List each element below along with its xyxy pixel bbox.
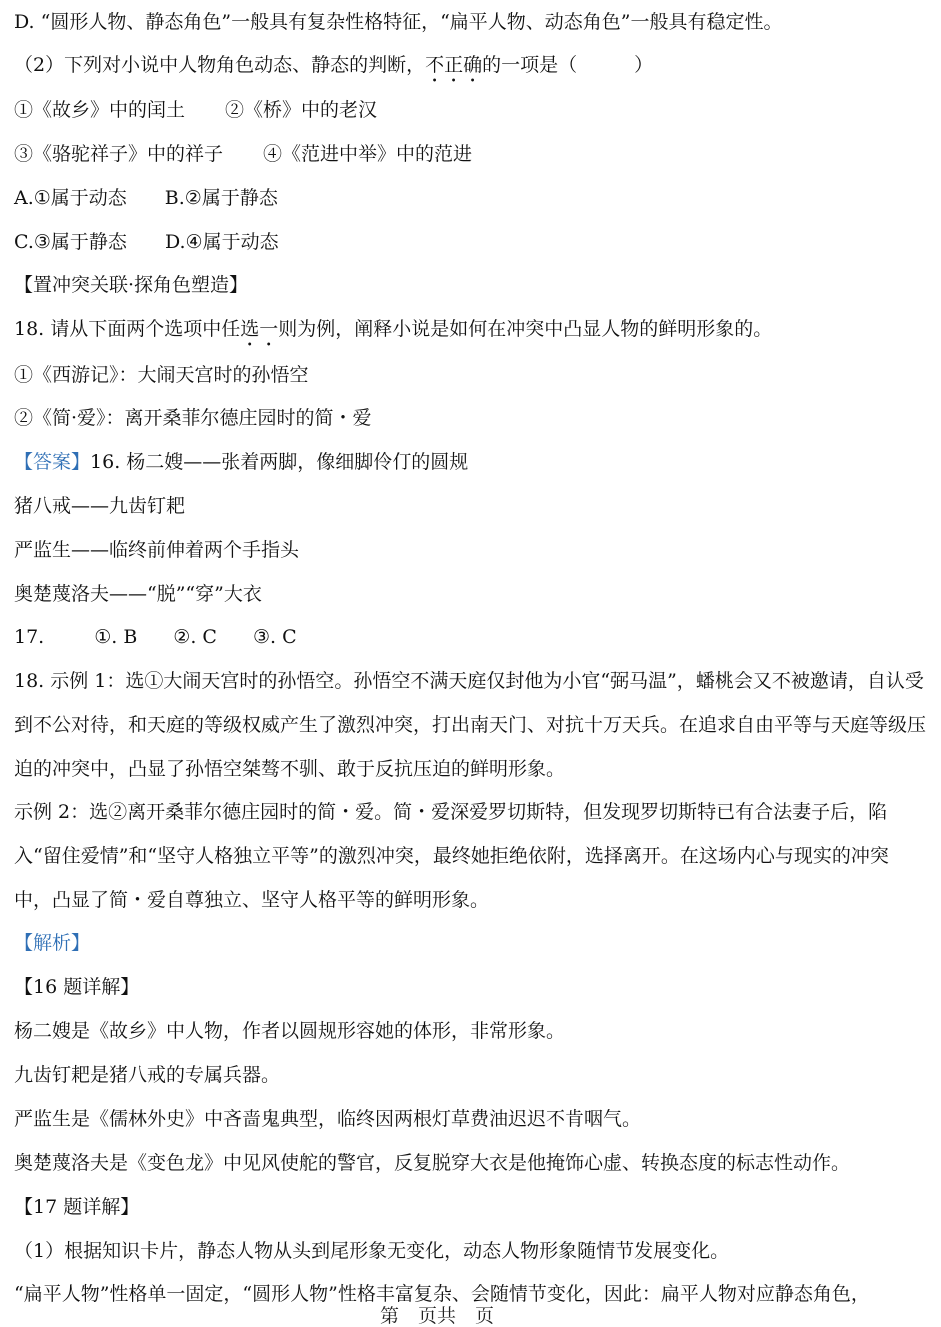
question-17-2-emphasis: 不正确 (425, 54, 483, 76)
question-18-prefix: 18. 请从下面两个选项中任 (14, 318, 241, 340)
answer-17-part-3: ③. C (252, 626, 297, 648)
analysis-tag: 【解析】 (14, 932, 91, 954)
detail-17-line-2: “扁平人物”性格单一固定，“圆形人物”性格丰富复杂、会随情节变化，因此：扁平人物对应静态角色， (14, 1283, 870, 1305)
detail-16-line-1: 杨二嫂是《故乡》中人物，作者以圆规形容她的体形，非常形象。 (14, 1020, 566, 1042)
answer-16-text-1: 16. 杨二嫂——张着两脚，像细脚伶仃的圆规 (90, 451, 469, 473)
detail-17-heading: 【17 题详解】 (14, 1196, 140, 1218)
option-c: C.③属于静态 (14, 231, 127, 253)
item-1: ①《故乡》中的闰土 (14, 99, 186, 121)
detail-16-line-3: 严监生是《儒林外史》中吝啬鬼典型，临终因两根灯草费油迟迟不肯咽气。 (14, 1108, 642, 1130)
question-18-suffix: 则为例，阐释小说是如何在冲突中凸显人物的鲜明形象的。 (278, 318, 773, 340)
option-a: A.①属于动态 (14, 187, 127, 209)
question-18-option-1: ①《西游记》：大闹天宫时的孙悟空 (14, 364, 309, 386)
page-footer: 第 页共 页 (380, 1305, 495, 1327)
question-17-2-prefix: （2）下列对小说中人物角色动态、静态的判断， (14, 54, 426, 76)
items-row-2 (14, 143, 928, 165)
option-b: B.②属于静态 (164, 187, 278, 209)
answer-17 (14, 626, 928, 648)
question-18-emphasis: 选一 (240, 318, 279, 340)
item-4: ④《范进中举》中的范进 (263, 143, 473, 165)
question-17-2-suffix: 的一项是（ ） (482, 54, 654, 76)
answer-16-line-1 (14, 451, 928, 473)
answer-17-part-1: ①. B (94, 626, 138, 648)
options-row-1 (14, 187, 928, 209)
items-row-1 (14, 99, 928, 121)
item-3: ③《骆驼祥子》中的祥子 (14, 143, 224, 165)
answer-16-line-3: 严监生——临终前伸着两个手指头 (14, 539, 300, 561)
question-17-2 (14, 54, 928, 87)
question-18-option-2: ②《简·爱》：离开桑菲尔德庄园时的简・爱 (14, 407, 372, 429)
answer-17-number: 17. (14, 626, 45, 648)
option-d: D.④属于动态 (164, 231, 279, 253)
answer-17-part-2: ②. C (173, 626, 217, 648)
item-2: ②《桥》中的老汉 (225, 99, 378, 121)
options-row-2 (14, 231, 928, 253)
detail-17-line-1: （1）根据知识卡片，静态人物从头到尾形象无变化，动态人物形象随情节发展变化。 (14, 1240, 730, 1262)
detail-16-line-2: 九齿钉耙是猪八戒的专属兵器。 (14, 1064, 281, 1086)
detail-16-line-4: 奥楚蔑洛夫是《变色龙》中见风使舵的警官，反复脱穿大衣是他掩饰心虚、转换态度的标志性动作。 (14, 1152, 851, 1174)
answer-16-line-2: 猪八戒——九齿钉耙 (14, 495, 186, 517)
answer-18-example-1: 18. 示例 1：选①大闹天宫时的孙悟空。孙悟空不满天庭仅封他为小官“弼马温”，蟠桃会又不被邀请，自认受到不公对待，和天庭的等级权威产生了激烈冲突，打出南天门、对抗十万天兵。在追求自由平等与天庭等级压迫的冲突中，凸显了孙悟空桀骜不驯、敢于反抗压迫的鲜明形象。 (14, 670, 927, 780)
answer-16-line-4: 奥楚蔑洛夫——“脱”“穿”大衣 (14, 583, 262, 605)
detail-16-heading: 【16 题详解】 (14, 976, 140, 998)
option-d-concept: D. “圆形人物、静态角色”一般具有复杂性格特征，“扁平人物、动态角色”一般具有稳定性。 (14, 11, 783, 33)
question-18 (14, 318, 928, 351)
section-heading-conflict: 【置冲突关联·探角色塑造】 (14, 274, 249, 296)
answer-18-example-2: 示例 2：选②离开桑菲尔德庄园时的简・爱。简・爱深爱罗切斯特，但发现罗切斯特已有合法妻子后，陷入“留住爱情”和“坚守人格独立平等”的激烈冲突，最终她拒绝依附，选择离开。在这场内心与现实的冲突中，凸显了简・爱自尊独立、坚守人格平等的鲜明形象。 (14, 801, 889, 911)
answer-tag: 【答案】 (14, 451, 91, 473)
